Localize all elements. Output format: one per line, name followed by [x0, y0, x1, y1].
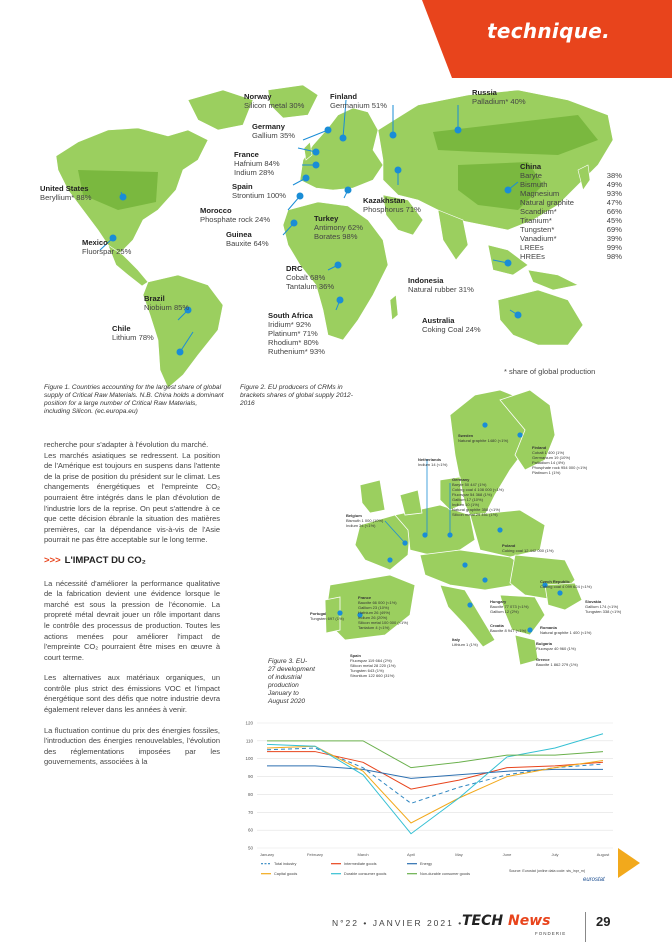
- industrial-production-chart: [231, 713, 622, 886]
- eu-label-netherlands: Netherlands Indium 14 (<1%): [418, 457, 448, 467]
- chart-y-axis: [245, 721, 253, 851]
- brand-news: News: [507, 913, 551, 929]
- y-tick-label: 100: [245, 756, 253, 762]
- share-footnote: * share of global production: [504, 367, 596, 376]
- label-spain: Spain Strontium 100%: [232, 182, 287, 200]
- section-arrows: >>>: [44, 554, 61, 566]
- legend-label: Non-durable consumer goods: [420, 872, 471, 876]
- eu-label-germany: Germany Baryte 50 447 (1%) Coking coal 4 108 000 (<1%) Fluorspar 54 368 (1%) Gallium 17 (10%) Indium 10 (1%) Natural graphite 358 (<1%) Silicon metal 29 451 (1%): [452, 477, 504, 517]
- brand-tech: TECH: [462, 913, 504, 929]
- label-guinea: Guinea Bauxite 64%: [226, 230, 269, 248]
- eu-label-czech-republic: Czech Republic Coking coal 4 099 624 (<1%): [540, 579, 592, 589]
- eu-label-slovakia: Slovakia Gallium 174 (<1%) Tungsten 338 (<1%): [585, 599, 622, 614]
- eu-label-france: France Bauxite 66 000 (<1%) Gallium 23 (10%) Hafnium 26 (49%) Indium 26 (20%) Silicon metal 100 000 (<1%) Tantalum 4 (<1%): [358, 595, 409, 630]
- eu-label-sweden: Sweden Natural graphite 1480 (<1%): [458, 433, 509, 443]
- legend-label: Intermediate goods: [344, 862, 377, 866]
- legend-label: Total industry: [274, 862, 297, 866]
- eu-label-belgium: Belgium Bismuth 1 000 (10%) Indium 24 (<1%): [346, 513, 384, 528]
- figure-2-caption: Figure 2. EU producers of CRMs in brackets shares of global supply 2012-2016: [240, 384, 353, 407]
- y-tick-label: 120: [245, 720, 253, 726]
- continue-arrow-icon: [618, 848, 640, 878]
- y-tick-label: 90: [247, 774, 253, 780]
- paragraph-2: Les marchés asiatiques se redressent. La position de l'Amérique est toujours en suspens dans l'attente de la prise de position du président sur le climat. Les changements énergétiques et l'empreinte CO₂ pourraient être intégrés dans le plan d'évolution de l'industrie lors de la reprise. On peut s'attendre à ce que cette décision ébranle la situation des matières premières, car la dépendance vis-à-vis de l'Asie pourrait ne pas être acceptable sur le long terme.: [44, 450, 220, 545]
- label-kazakhstan: Kazakhstan Phosphorus 71%: [363, 196, 421, 214]
- y-tick-label: 70: [247, 809, 253, 815]
- section-heading: [44, 556, 220, 567]
- eurostat-logo: eurostat: [583, 877, 605, 883]
- eu-label-italy: Italy Lithium 1 (1%): [452, 637, 478, 647]
- x-tick-label: June: [502, 852, 512, 857]
- label-south-africa: South Africa Iridium* 92% Platinum* 71% Rhodium* 80% Ruthenium* 93%: [268, 311, 325, 356]
- eu-label-portugal: Portugal Tungsten 697 (1%): [310, 611, 344, 621]
- eu-label-hungary: Hungary Bauxite 77 073 (<1%) Gallium 12 (2%): [490, 599, 529, 614]
- eu-label-spain: Spain Fluorspar 119 664 (2%) Silicon metal 28 220 (1%) Tungsten 643 (1%) Strontium 122 660 (31%): [350, 653, 396, 678]
- series-line: [267, 748, 603, 803]
- brand-subtitle: FONDERIE: [535, 931, 567, 936]
- x-tick-label: March: [357, 852, 369, 857]
- section-banner: [422, 0, 672, 78]
- eu-label-finland: Finland Cobalt 1 400 (1%) Germanium 19 (10%) Palladium 14 (4%) Phosphate rock 954 000 (<1%) Platinum 1 (1%): [532, 445, 588, 475]
- chart-legend: [261, 862, 470, 876]
- chart-svg: [231, 713, 622, 886]
- x-tick-label: February: [306, 852, 324, 857]
- chart-grid: [257, 723, 613, 848]
- section-title: technique.: [486, 19, 610, 43]
- chart-source: Source: Eurostat (online data code: sts_inpr_m): [509, 869, 586, 873]
- eu-map-figure: [300, 385, 640, 685]
- magazine-logo: [462, 913, 550, 929]
- label-turkey: Turkey Antimony 62% Borates 98%: [314, 214, 363, 241]
- series-line: [267, 752, 603, 790]
- chart-series: [267, 734, 603, 834]
- y-tick-label: 80: [247, 791, 253, 797]
- label-norway: Norway Silicon metal 30%: [244, 92, 305, 110]
- x-tick-label: May: [455, 852, 463, 857]
- page-footer: [0, 910, 672, 949]
- label-mexico: Mexico Fluorspar 25%: [82, 238, 132, 256]
- label-germany: Germany Gallium 35%: [252, 122, 296, 140]
- legend-label: Durable consumer goods: [344, 872, 387, 876]
- paragraph-1: recherche pour s'adapter à l'évolution du marché.: [44, 440, 209, 449]
- paragraph-5: La fluctuation continue du prix des énergies fossiles, l'introduction des énergies renouvelables, l'évolution des réglementations imposées par les gouvernements, associées à la: [44, 725, 220, 767]
- page-number: 29: [596, 914, 611, 929]
- article-column: [44, 440, 220, 778]
- chart-x-axis: [260, 852, 610, 857]
- eu-label-romania: Romania Natural graphite 1 400 (<1%): [540, 625, 592, 635]
- section-heading-text: L'IMPACT DU CO₂: [64, 554, 146, 566]
- label-finland: Finland Germanium 51%: [330, 92, 387, 110]
- label-brazil: Brazil Niobium 85%: [144, 294, 190, 312]
- x-tick-label: July: [551, 852, 559, 857]
- x-tick-label: August: [596, 852, 610, 857]
- x-tick-label: April: [406, 852, 416, 857]
- eu-label-bulgaria: Bulgaria Fluorspar 40 960 (1%): [536, 641, 576, 651]
- y-tick-label: 110: [245, 738, 253, 744]
- label-chile: Chile Lithium 78%: [112, 324, 154, 342]
- y-tick-label: 50: [247, 845, 253, 851]
- series-line: [267, 741, 603, 768]
- footer-divider: [585, 912, 586, 942]
- label-france: France Hafnium 84% Indium 28%: [234, 150, 280, 177]
- label-indonesia: Indonesia Natural rubber 31%: [408, 276, 474, 294]
- legend-label: Energy: [420, 862, 433, 866]
- world-map-figure: [38, 70, 638, 390]
- legend-label: Capital goods: [274, 872, 298, 876]
- issue-info: N°22 • JANVIER 2021 •: [332, 918, 464, 928]
- eu-label-poland: Poland Coking coal 12 442 000 (1%): [502, 543, 554, 553]
- label-morocco: Morocco Phosphate rock 24%: [200, 206, 271, 224]
- label-drc: DRC Cobalt 68% Tantalum 36%: [286, 264, 335, 291]
- eu-label-greece: Greece Bauxite 1 862 279 (1%): [536, 657, 578, 667]
- eu-label-croatia: Croatia Bauxite 8 947 (<1%): [490, 623, 527, 633]
- x-tick-label: January: [259, 852, 275, 857]
- paragraph-4: Les alternatives aux matériaux organiques, un contrôle plus strict des émissions VOC et l'impact énergétique sont des défis que notre industrie devra également relever dans les années à venir.: [44, 673, 220, 715]
- label-china: China Baryte 38% Bismuth 49% Magnesium 93% Natural graphite 47% Scandium* 66% Titanium* 45% Tungsten* 69% Vanadium* 39% LREEs 99% HREEs 98%: [520, 162, 622, 261]
- label-russia: Russia Palladium* 40%: [472, 88, 526, 106]
- y-tick-label: 60: [247, 827, 253, 833]
- label-united-states: United States Beryllium* 88%: [40, 184, 92, 202]
- figure-1-caption: Figure 1. Countries accounting for the largest share of global supply of Critical Raw Materials. N.B. China holds a dominant position for a large number of Critical Raw Materials, including Silicon. (ec.europa.eu): [44, 384, 224, 415]
- figure-3-caption: Figure 3. EU- 27 development of industrial production January to August 2020: [268, 658, 315, 705]
- label-australia: Australia Coking Coal 24%: [422, 316, 481, 334]
- paragraph-3: La nécessité d'améliorer la performance qualitative de la fabrication devient une évidence lorsque le marché est sous la pression de l'économie. La propreté métal devrait jouer un rôle important dans le contrôle des processus de production. Toutes les actions menées pour améliorer l'impact de l'empreinte CO₂ pourraient être mises en œuvre à court terme.: [44, 578, 220, 662]
